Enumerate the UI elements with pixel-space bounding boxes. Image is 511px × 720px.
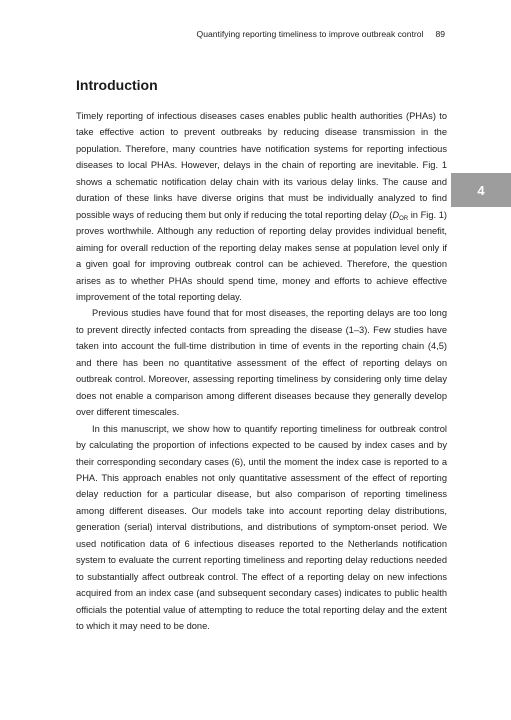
delay-symbol: D — [392, 209, 400, 220]
running-title: Quantifying reporting timeliness to improve outbreak control — [196, 29, 424, 39]
section-heading: Introduction — [76, 77, 158, 93]
paragraph-3: In this manuscript, we show how to quantify reporting timeliness for outbreak control by calculating the proportion of infections expected to be caused by index cases and by their corresponding secondary cases (6), until the moment the index case is reported to a PHA. This approach enables not only quantitative assessment of the effect of reporting delay reduction for a particular disease, but also comparison of reporting timeliness among different diseases. Our models take into account reporting delay distributions, generation (serial) interval distributions, and distributions of symptom-onset period. We used notification data of 6 infectious diseases reported to the Netherlands notification system to evaluate the current reporting timeliness and reporting delay reductions needed to substantially affect outbreak control. The effect of a reporting delay on new infections acquired from an index case (and subsequent secondary cases) indicates to public health officials the potential value of attempting to reduce the total reporting delay and the extent to which it may need to be done. — [76, 423, 447, 632]
chapter-number: 4 — [477, 182, 485, 198]
delay-symbol-subscript: OR — [399, 215, 409, 222]
paragraph-1-text-a: Timely reporting of infectious diseases cases enables public health authorities (PHAs) to take effective action to prevent outbreaks by reducing disease transmission in the population. Therefore, many countries have notification systems for reporting infectious diseases to local PHAs. However, delays in the chain of reporting are inevitable. Fig. 1 shows a schematic notification delay chain with its various delay links. The cause and duration of these links have diverse origins that must be individually analyzed to find possible ways of reducing them but only if reducing the total reporting delay ( — [76, 111, 447, 220]
paragraph-1 — [76, 108, 447, 305]
running-header — [197, 29, 445, 39]
page-number: 89 — [435, 29, 445, 39]
paragraph-2: Previous studies have found that for most diseases, the reporting delays are too long to prevent directly infected contacts from spreading the disease (1–3). Few studies have taken into account the full-time distribution in time of events in the reporting chain (4,5) and there has been no quantitative assessment of the effect of reporting delays on outbreak control. Moreover, assessing reporting timeliness by considering only time delay does not enable a comparison among different diseases because they generally develop over different timescales. — [76, 308, 447, 418]
chapter-tab — [451, 173, 511, 207]
body-text — [76, 108, 447, 635]
paragraph-1-text-b: in Fig. 1) proves worthwhile. Although any reduction of reporting delay provides individual benefit, aiming for overall reduction of the reporting delay makes sense at population level only if a given goal for improving outbreak control can be achieved. Therefore, the question arises as to whether PHAs should spend time, money and efforts to achieve effective improvement of the total reporting delay. — [76, 209, 448, 302]
